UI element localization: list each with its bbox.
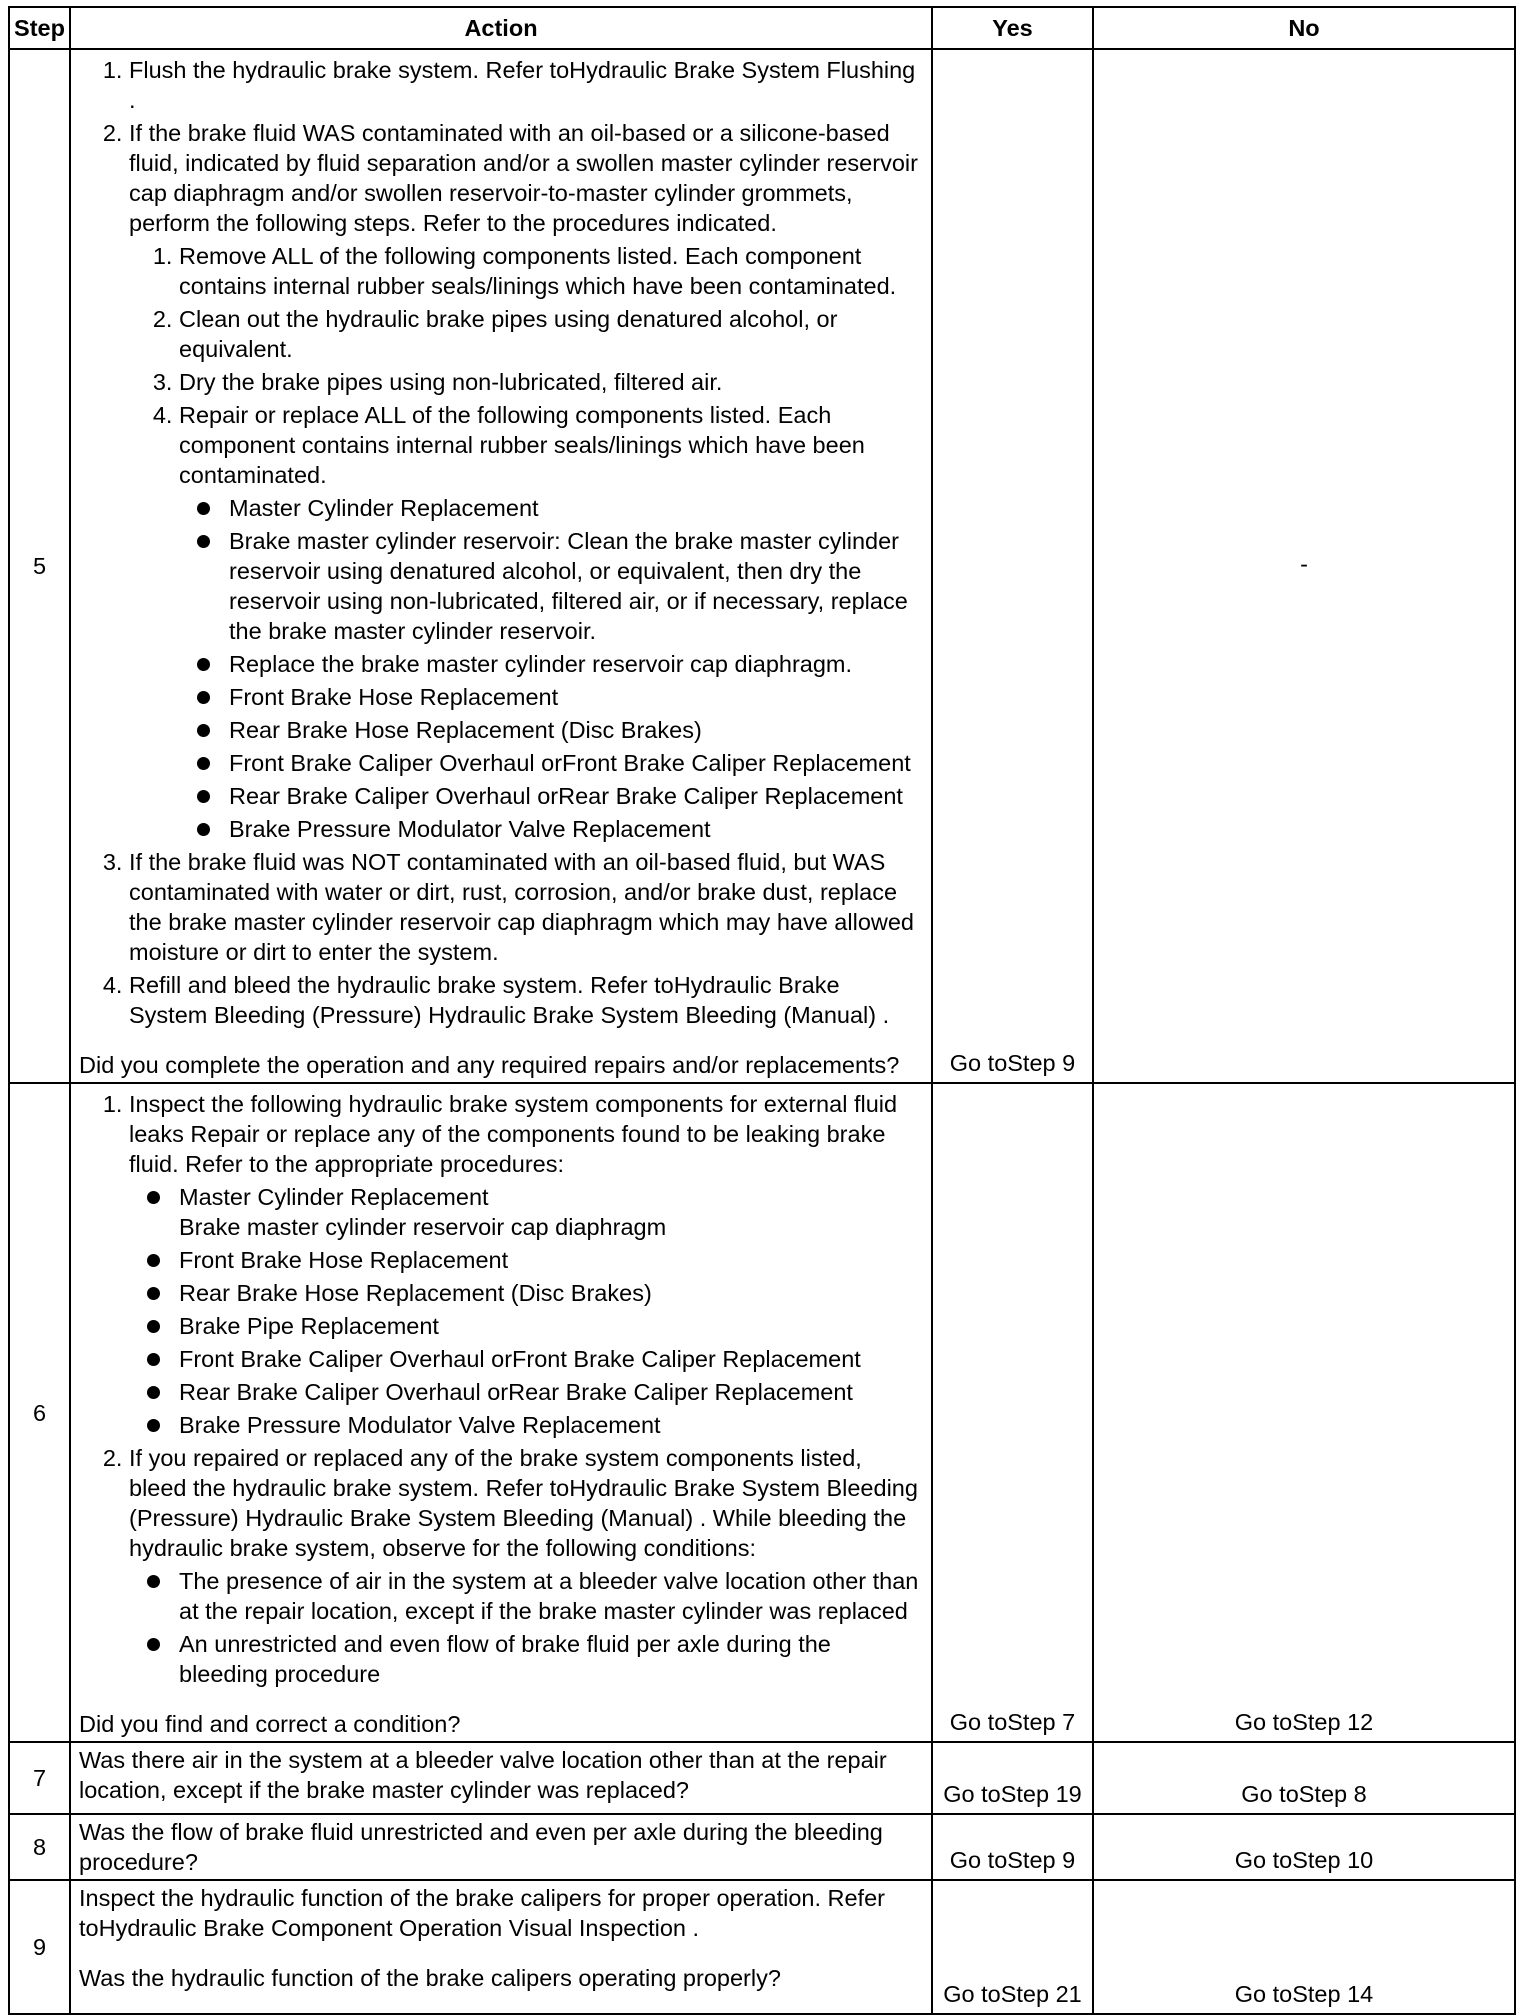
bullet-item xyxy=(179,1182,923,1242)
sub-list-item xyxy=(179,304,923,364)
no-cell: - xyxy=(1093,49,1515,1083)
no-cell: Go toStep 10 xyxy=(1093,1814,1515,1880)
table-row xyxy=(9,1814,1515,1880)
bullet-item: Rear Brake Caliper Overhaul orRear Brake Caliper Replacement xyxy=(179,1377,923,1407)
yes-cell: Go toStep 21 xyxy=(932,1880,1093,2014)
step-number: 5 xyxy=(9,49,70,1083)
instruction-text: Inspect the hydraulic function of the brake calipers for proper operation. Refer toHydraulic Brake Component Operation Visual Inspection . xyxy=(79,1885,885,1941)
step-number: 9 xyxy=(9,1880,70,2014)
list-item xyxy=(129,1089,923,1440)
bullet-item: Rear Brake Hose Replacement (Disc Brakes) xyxy=(229,715,923,745)
yes-cell: Go toStep 7 xyxy=(932,1083,1093,1742)
sub-list-item-text: Repair or replace ALL of the following components listed. Each component contains internal rubber seals/linings which have been contaminated. xyxy=(179,402,865,488)
sub-list-item-text: Dry the brake pipes using non-lubricated, filtered air. xyxy=(179,369,723,395)
no-cell: Go toStep 12 xyxy=(1093,1083,1515,1742)
bullet-item: An unrestricted and even flow of brake fluid per axle during the bleeding procedure xyxy=(179,1629,923,1689)
action-cell xyxy=(70,1814,932,1880)
list-item xyxy=(129,847,923,967)
list-item-text: Refill and bleed the hydraulic brake system. Refer toHydraulic Brake System Bleeding (Pressure) Hydraulic Brake System Bleeding (Manual) . xyxy=(129,972,890,1028)
bullet-item: Master Cylinder Replacement xyxy=(229,493,923,523)
bullet-item: Front Brake Hose Replacement xyxy=(229,682,923,712)
action-cell xyxy=(70,1880,932,2014)
no-cell: Go toStep 14 xyxy=(1093,1880,1515,2014)
sub-list-item xyxy=(179,400,923,844)
list-item xyxy=(129,970,923,1030)
list-item-text: If you repaired or replaced any of the brake system components listed, bleed the hydraulic brake system. Refer toHydraulic Brake System Bleeding (Pressure) Hydraulic Brake System Bleeding (Manual) . While bleeding the hydraulic brake system, observe for the following conditions: xyxy=(129,1445,918,1561)
bullet-item: Rear Brake Hose Replacement (Disc Brakes) xyxy=(179,1278,923,1308)
yes-cell: Go toStep 9 xyxy=(932,1814,1093,1880)
list-item-text: Flush the hydraulic brake system. Refer toHydraulic Brake System Flushing . xyxy=(129,57,916,113)
table-row xyxy=(9,1083,1515,1742)
question-text: Was the flow of brake fluid unrestricted and even per axle during the bleeding procedure? xyxy=(79,1819,883,1875)
bullet-list xyxy=(179,493,923,844)
action-cell xyxy=(70,49,932,1083)
step-list xyxy=(79,55,923,1030)
bullet-item: Front Brake Hose Replacement xyxy=(179,1245,923,1275)
header-yes: Yes xyxy=(932,7,1093,49)
diagnostic-table xyxy=(8,6,1516,2015)
bullet-item: The presence of air in the system at a bleeder valve location other than at the repair location, except if the brake master cylinder was replaced xyxy=(179,1566,923,1626)
sub-list-item xyxy=(179,367,923,397)
sub-list-item xyxy=(179,241,923,301)
list-item-text: If the brake fluid WAS contaminated with an oil-based or a silicone-based fluid, indicated by fluid separation and/or a swollen master cylinder reservoir cap diaphragm and/or swollen reservoir-to-master cylinder grommets, perform the following steps. Refer to the procedures indicated. xyxy=(129,120,918,236)
bullet-item: Replace the brake master cylinder reservoir cap diaphragm. xyxy=(229,649,923,679)
bullet-item: Brake master cylinder reservoir: Clean the brake master cylinder reservoir using denatured alcohol, or equivalent, then dry the reservoir using non-lubricated, filtered air, or if necessary, replace the brake master cylinder reservoir. xyxy=(229,526,923,646)
step-number: 8 xyxy=(9,1814,70,1880)
bullet-item: Rear Brake Caliper Overhaul orRear Brake Caliper Replacement xyxy=(229,781,923,811)
bullet-item-subtext: Brake master cylinder reservoir cap diaphragm xyxy=(179,1214,667,1240)
header-no: No xyxy=(1093,7,1515,49)
step-number: 7 xyxy=(9,1742,70,1814)
no-cell: Go toStep 8 xyxy=(1093,1742,1515,1814)
bullet-item: Brake Pipe Replacement xyxy=(179,1311,923,1341)
header-action: Action xyxy=(70,7,932,49)
table-row xyxy=(9,49,1515,1083)
sub-step-list xyxy=(129,241,923,844)
table-row xyxy=(9,1742,1515,1814)
action-cell xyxy=(70,1742,932,1814)
list-item xyxy=(129,118,923,844)
sub-list-item-text: Clean out the hydraulic brake pipes using denatured alcohol, or equivalent. xyxy=(179,306,838,362)
question-text: Was there air in the system at a bleeder valve location other than at the repair location, except if the brake master cylinder was replaced? xyxy=(79,1747,887,1803)
question-text: Did you complete the operation and any required repairs and/or replacements? xyxy=(79,1052,900,1078)
header-step: Step xyxy=(9,7,70,49)
sub-list-item-text: Remove ALL of the following components listed. Each component contains internal rubber seals/linings which have been contaminated. xyxy=(179,243,897,299)
step-list xyxy=(79,1089,923,1689)
bullet-item: Front Brake Caliper Overhaul orFront Brake Caliper Replacement xyxy=(179,1344,923,1374)
bullet-item: Brake Pressure Modulator Valve Replacement xyxy=(229,814,923,844)
list-item-text: If the brake fluid was NOT contaminated with an oil-based fluid, but WAS contaminated with water or dirt, rust, corrosion, and/or brake dust, replace the brake master cylinder reservoir cap diaphragm which may have allowed moisture or dirt to enter the system. xyxy=(129,849,915,965)
header-row xyxy=(9,7,1515,49)
question-text: Was the hydraulic function of the brake calipers operating properly? xyxy=(79,1965,781,1991)
table-row xyxy=(9,1880,1515,2014)
list-item-text: Inspect the following hydraulic brake system components for external fluid leaks Repair or replace any of the components found to be leaking brake fluid. Refer to the appropriate procedures: xyxy=(129,1091,898,1177)
action-cell xyxy=(70,1083,932,1742)
list-item xyxy=(129,55,923,115)
bullet-item: Front Brake Caliper Overhaul orFront Brake Caliper Replacement xyxy=(229,748,923,778)
question-text: Did you find and correct a condition? xyxy=(79,1711,461,1737)
bullet-list xyxy=(129,1182,923,1440)
bullet-list xyxy=(129,1566,923,1689)
yes-cell: Go toStep 19 xyxy=(932,1742,1093,1814)
bullet-item-text: Master Cylinder Replacement xyxy=(179,1184,489,1210)
step-number: 6 xyxy=(9,1083,70,1742)
bullet-item: Brake Pressure Modulator Valve Replacement xyxy=(179,1410,923,1440)
list-item xyxy=(129,1443,923,1689)
yes-cell: Go toStep 9 xyxy=(932,49,1093,1083)
